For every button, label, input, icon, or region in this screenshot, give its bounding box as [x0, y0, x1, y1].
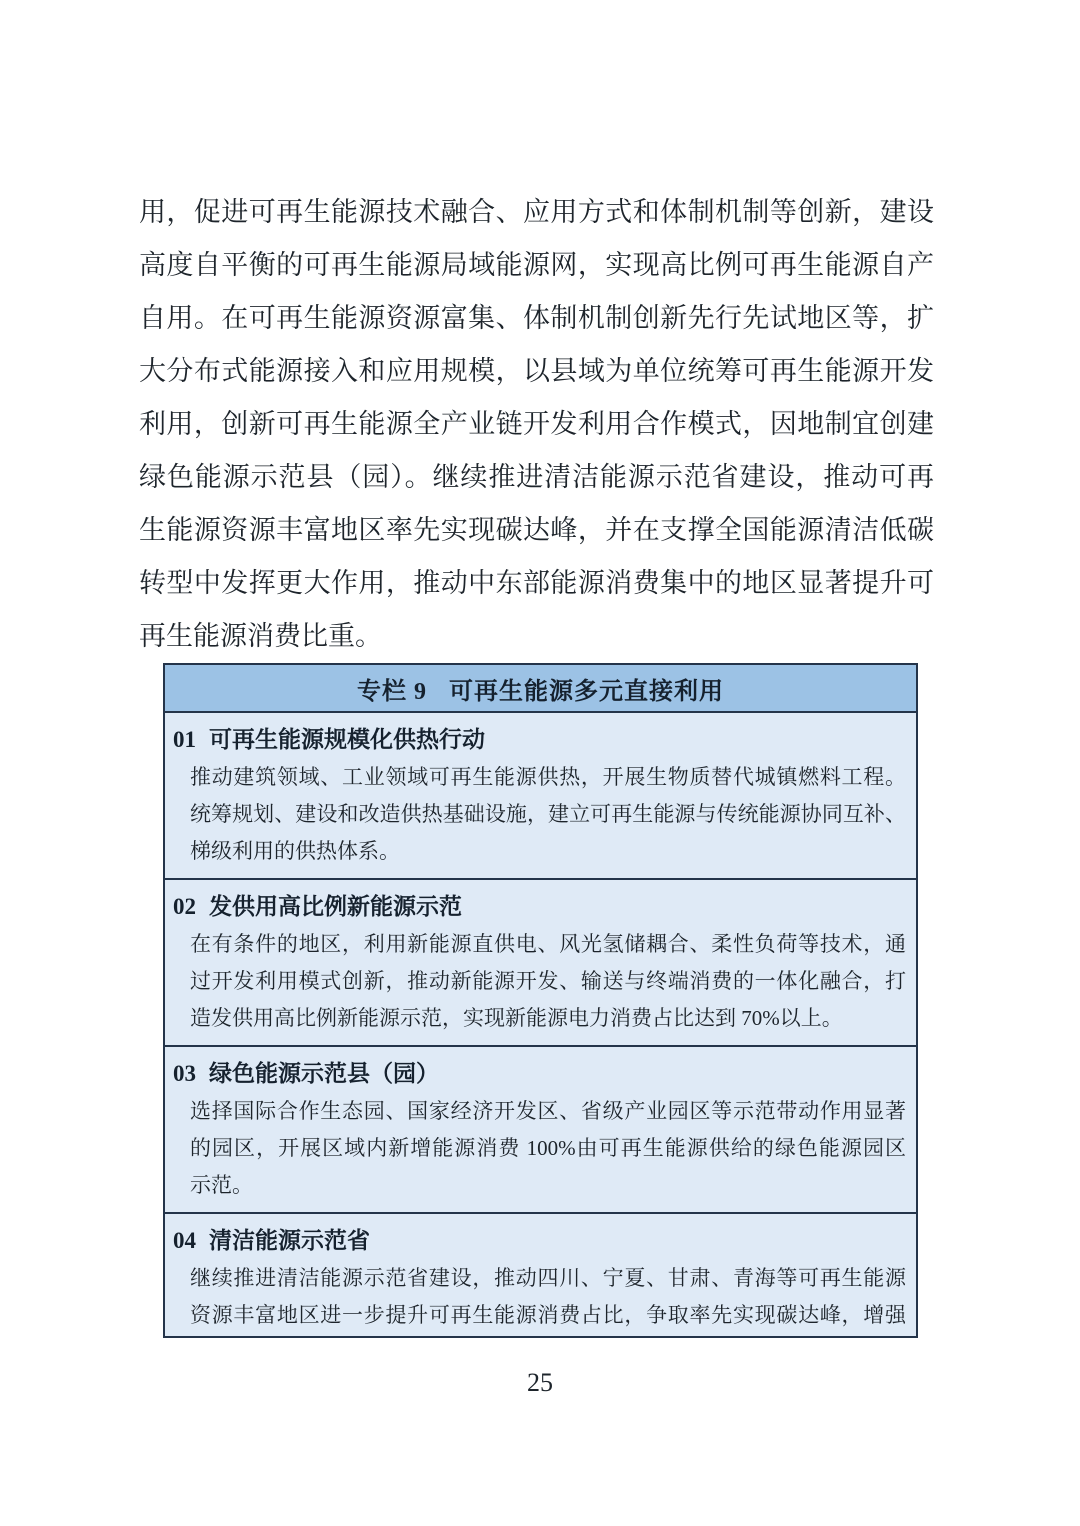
section-text-line: 在有条件的地区，利用新能源直供电、风光氢储耦合、柔性负荷等技术，通	[190, 932, 906, 956]
section-body	[190, 926, 906, 1037]
section-title: 清洁能源示范省	[209, 1228, 370, 1253]
column-panel	[163, 663, 918, 1338]
paragraph-line: 大分布式能源接入和应用规模，以县域为单位统筹可再生能源开发	[139, 356, 934, 386]
section-heading	[173, 1055, 906, 1093]
paragraph-line: 绿色能源示范县（园）。继续推进清洁能源示范省建设，推动可再	[139, 462, 934, 492]
section-text-line: 造发供用高比例新能源示范，实现新能源电力消费占比达到 70%以上。	[190, 1006, 843, 1030]
paragraph-line: 生能源资源丰富地区率先实现碳达峰，并在支撑全国能源清洁低碳	[139, 515, 934, 545]
section-title: 绿色能源示范县（园）	[209, 1061, 439, 1086]
paragraph-line: 用，促进可再生能源技术融合、应用方式和体制机制等创新，建设	[139, 197, 934, 227]
section-heading	[173, 1222, 906, 1260]
panel-title-prefix: 专栏 9	[357, 678, 427, 705]
section-text-line: 的园区，开展区域内新增能源消费 100%由可再生能源供给的绿色能源园区	[190, 1136, 906, 1160]
paragraph-line: 高度自平衡的可再生能源局域能源网，实现高比例可再生能源自产	[139, 250, 934, 280]
paragraph-line: 转型中发挥更大作用，推动中东部能源消费集中的地区显著提升可	[139, 568, 934, 598]
section-text-line: 选择国际合作生态园、国家经济开发区、省级产业园区等示范带动作用显著	[190, 1099, 906, 1123]
section-heading	[173, 721, 906, 759]
panel-section-04	[165, 1214, 916, 1336]
section-body	[190, 759, 906, 870]
section-text-line: 推动建筑领域、工业领域可再生能源供热，开展生物质替代城镇燃料工程。	[190, 765, 906, 789]
section-number: 04	[173, 1228, 196, 1253]
section-text-line: 过开发利用模式创新，推动新能源开发、输送与终端消费的一体化融合，打	[190, 969, 906, 993]
section-text-line: 继续推进清洁能源示范省建设，推动四川、宁夏、甘肃、青海等可再生能源	[190, 1266, 906, 1290]
panel-section-01	[165, 713, 916, 880]
section-body	[190, 1093, 906, 1204]
panel-title: 可再生能源多元直接利用	[449, 678, 724, 705]
section-title: 可再生能源规模化供热行动	[209, 727, 485, 752]
paragraph-line: 自用。在可再生能源资源富集、体制机制创新先行先试地区等，扩	[139, 303, 934, 333]
panel-header	[165, 665, 916, 713]
section-body	[190, 1260, 906, 1334]
section-title: 发供用高比例新能源示范	[209, 894, 462, 919]
section-number: 03	[173, 1061, 196, 1086]
section-text-line: 资源丰富地区进一步提升可再生能源消费占比，争取率先实现碳达峰，增强	[190, 1303, 906, 1327]
panel-section-02	[165, 880, 916, 1047]
page-number: 25	[527, 1368, 553, 1397]
paragraph-line: 利用，创新可再生能源全产业链开发利用合作模式，因地制宜创建	[139, 409, 934, 439]
section-text-line: 示范。	[190, 1173, 253, 1197]
body-paragraph	[139, 186, 934, 663]
section-number: 01	[173, 727, 196, 752]
section-text-line: 梯级利用的供热体系。	[190, 839, 400, 863]
section-heading	[173, 888, 906, 926]
panel-section-03	[165, 1047, 916, 1214]
paragraph-line: 再生能源消费比重。	[139, 621, 382, 651]
section-number: 02	[173, 894, 196, 919]
section-text-line: 统筹规划、建设和改造供热基础设施，建立可再生能源与传统能源协同互补、	[190, 802, 906, 826]
